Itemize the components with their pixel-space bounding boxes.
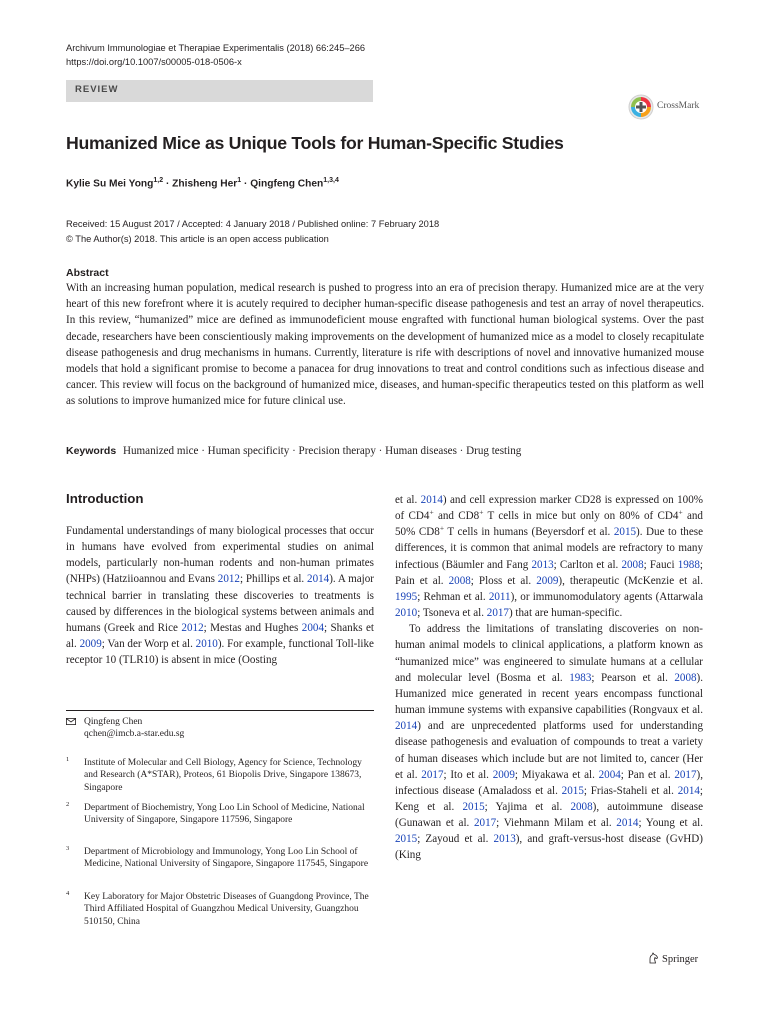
citation-link[interactable]: 1988 — [677, 558, 700, 571]
citation-link[interactable]: 2008 — [570, 800, 593, 813]
affiliation-text: Institute of Molecular and Cell Biology, Agency for Science, Technology and Research (A*STAR), Proteos, 61 Biopolis Drive, Singapore 138673, Singapore — [84, 758, 362, 793]
author-separator: · — [241, 178, 251, 190]
author-name[interactable]: Zhisheng Her — [172, 178, 238, 190]
springer-horse-icon — [648, 952, 659, 964]
envelope-icon — [66, 718, 76, 725]
author-affiliation-marker: 1,3,4 — [323, 177, 339, 184]
crossmark-icon — [628, 94, 654, 120]
citation-link[interactable]: 2012 — [181, 621, 204, 634]
footnote-divider — [66, 710, 374, 711]
superscript: + — [439, 523, 445, 533]
article-type-bar — [66, 80, 373, 102]
citation-link[interactable]: 2012 — [217, 573, 240, 586]
affiliation-number: 4 — [66, 890, 70, 897]
contact-name: Qingfeng Chen — [84, 717, 143, 727]
doi-link[interactable]: https://doi.org/10.1007/s00005-018-0506-x — [66, 57, 242, 67]
body-paragraph: et al. 2014) and cell expression marker CD28 is expressed on 100% of CD4+ and CD8+ T cells in mice but only on 80% of CD4+ and 50% CD8+ T cells in humans (Beyersdorf et al. 2015). Due to these differences, it is common that animal models are refractory to many infectious (Bäumler and Fang 2013; Carlton et al. 2008; Fauci 1988; Pain et al. 2008; Ploss et al. 2009), therapeutic (McKenzie et al. 1995; Rehman et al. 2011), or immunomodulatory agents (Attarwala 2010; Tsoneva et al. 2017) that are human-specific. — [395, 494, 704, 620]
citation-link[interactable]: 2014 — [677, 784, 700, 797]
author-affiliation-marker: 1 — [237, 177, 242, 184]
superscript: + — [429, 507, 434, 517]
article-title: Humanized Mice as Unique Tools for Human-Specific Studies — [66, 133, 564, 153]
journal-citation: Archivum Immunologiae et Therapiae Experimentalis (2018) 66:245–266 — [66, 43, 366, 53]
citation-link[interactable]: 2009 — [536, 574, 559, 587]
citation-link[interactable]: 2008 — [674, 671, 697, 684]
affiliation-number: 1 — [66, 756, 70, 763]
crossmark-badge[interactable] — [628, 94, 704, 120]
publisher-logo — [648, 952, 698, 965]
right-column-body — [395, 492, 703, 864]
introduction-heading: Introduction — [66, 491, 144, 506]
citation-link[interactable]: 2010 — [395, 607, 418, 620]
publication-dates: Received: 15 August 2017 / Accepted: 4 January 2018 / Published online: 7 February 2018 — [66, 219, 440, 229]
article-type-label: REVIEW — [75, 84, 119, 95]
affiliation-text: Key Laboratory for Major Obstetric Diseases of Guangdong Province, The Third Affiliated Hospital of Guangzhou Medical University, Guangzhou 510150, China — [84, 892, 369, 927]
author-name[interactable]: Kylie Su Mei Yong — [66, 178, 154, 190]
citation-link[interactable]: 2008 — [621, 558, 644, 571]
keywords-list: Humanized mice · Human specificity · Precision therapy · Human diseases · Drug testing — [122, 445, 522, 457]
citation-link[interactable]: 2011 — [488, 590, 511, 603]
keywords-line — [66, 445, 521, 457]
abstract-text: With an increasing human population, medical research is pushed to progress into an era of precision therapy. Humanized mice are at the very heart of this new forefront where it is acutely required to decipher human-specific disease pathogenesis and test an array of novel therapeutics. In this review, “humanized” mice are defined as immunodeficient mouse engrafted with functional human biological systems. Over the past decade, researchers have been conscientiously making improvements on the development of humanized mice as a model to closely recapitulate disease pathogenesis and drug mechanisms in humans. Currently, literature is rife with descriptions of novel and innovative humanized mouse models that hold a significant promise to become a panacea for drug innovations to treat and control conditions such as infectious disease and cancer. This review will focus on the background of humanized mice, diseases, and human-specific therapeutics tested on this platform as well as solutions to improve humanized mice for future clinical use. — [66, 282, 704, 408]
body-paragraph: To address the limitations of translating discoveries on non-human animal models to clinical applications, a platform known as “humanized mice” was engineered to simulate humans at a cellular and molecular level (Bosma et al. 1983; Pearson et al. 2008). Humanized mice generated in recent years encompass functional human immune systems with expansive capabilities (Rongvaux et al. 2014) and are unprecedented platforms used for understanding disease pathogenesis and evaluation of compounds to treat a variety of human diseases which include but are not limited to, cancer (Her et al. 2017; Ito et al. 2009; Miyakawa et al. 2004; Pan et al. 2017), infectious disease (Amaladoss et al. 2015; Frias-Staheli et al. 2014; Keng et al. 2015; Yajima et al. 2008), autoimmune disease (Gunawan et al. 2017; Viehmann Milam et al. 2014; Young et al. 2015; Zayoud et al. 2013), and graft-versus-host disease (GvHD) (King — [395, 623, 704, 862]
affiliation-text: Department of Microbiology and Immunology, Yong Loo Lin School of Medicine, National University of Singapore, Singapore 117545, Singapore — [84, 847, 369, 870]
superscript: + — [678, 507, 683, 517]
citation-link[interactable]: 2009 — [79, 638, 102, 651]
superscript: + — [479, 507, 484, 517]
citation-link[interactable]: 2004 — [301, 621, 324, 634]
journal-header — [66, 41, 365, 69]
body-paragraph: Fundamental understandings of many biological processes that occur in humans have evolved from experimental studies on animal models, particularly non-human rodents and non-human primates (NHPs) (Hatziioannou and Evans 2012; Phillips et al. 2014). A major technical barrier in translating these discoveries to treatments is caused by differences in the biological systems between animals and humans (Greek and Rice 2012; Mestas and Hughes 2004; Shanks et al. 2009; Van der Worp et al. 2010). For example, functional Toll-like receptor 10 (TLR10) is absent in mice (Oosting — [66, 525, 375, 667]
citation-link[interactable]: 2014 — [616, 817, 639, 830]
publication-history — [66, 217, 439, 246]
citation-link[interactable]: 2017 — [674, 768, 697, 781]
citation-link[interactable]: 1983 — [569, 671, 592, 684]
citation-link[interactable]: 2009 — [492, 768, 515, 781]
citation-link[interactable]: 2004 — [598, 768, 621, 781]
citation-link[interactable]: 2015 — [613, 526, 637, 539]
citation-link[interactable]: 2008 — [448, 574, 471, 587]
copyright-notice: © The Author(s) 2018. This article is an open access publication — [66, 233, 329, 244]
citation-link[interactable]: 2015 — [462, 800, 485, 813]
author-list — [66, 177, 339, 189]
citation-link[interactable]: 2014 — [307, 573, 330, 586]
citation-link[interactable]: 2015 — [395, 833, 418, 846]
citation-link[interactable]: 2015 — [561, 784, 584, 797]
citation-link[interactable]: 1995 — [395, 590, 418, 603]
affiliation-number: 2 — [66, 801, 70, 808]
citation-link[interactable]: 2014 — [395, 720, 418, 733]
left-column-body — [66, 523, 374, 668]
citation-link[interactable]: 2013 — [493, 833, 516, 846]
publisher-name: Springer — [662, 954, 699, 965]
author-separator: · — [163, 178, 173, 190]
affiliation-number: 3 — [66, 845, 70, 852]
keywords-label: Keywords — [66, 445, 117, 457]
citation-link[interactable]: 2010 — [195, 638, 218, 651]
author-name[interactable]: Qingfeng Chen — [250, 178, 324, 190]
citation-link[interactable]: 2017 — [486, 607, 509, 620]
contact-email[interactable]: qchen@imcb.a-star.edu.sg — [84, 729, 185, 740]
citation-link[interactable]: 2017 — [421, 768, 444, 781]
citation-link[interactable]: 2014 — [420, 494, 443, 506]
citation-link[interactable]: 2013 — [531, 558, 554, 571]
author-affiliation-marker: 1,2 — [153, 177, 164, 184]
abstract-heading: Abstract — [66, 267, 109, 279]
citation-link[interactable]: 2017 — [473, 817, 497, 830]
affiliation-text: Department of Biochemistry, Yong Loo Lin School of Medicine, National University of Singapore, Singapore 117596, Singapore — [84, 803, 365, 826]
crossmark-label: CrossMark — [657, 101, 700, 111]
